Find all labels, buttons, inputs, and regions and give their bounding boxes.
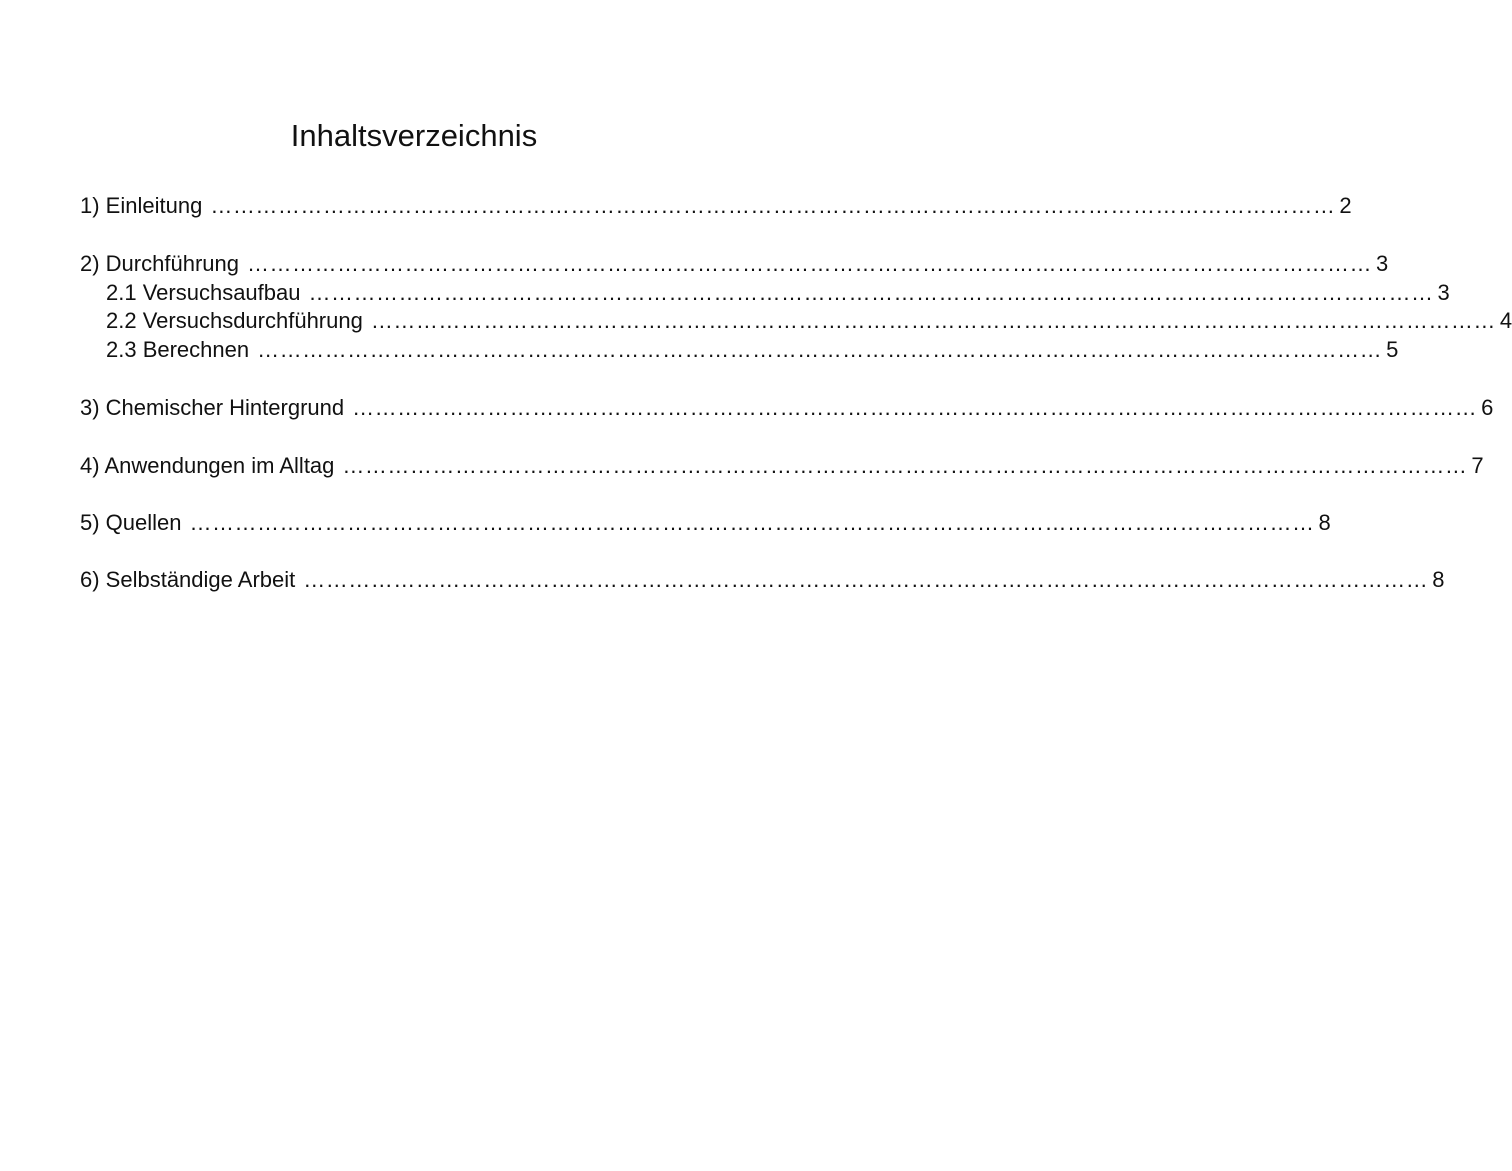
- toc-entry-einleitung: [80, 192, 1352, 220]
- dot-leader: ……………………………………………………………………………………………………………………………………: [210, 193, 1336, 218]
- dot-leader: ……………………………………………………………………………………………………………………………………: [303, 567, 1429, 592]
- toc-entry-versuchsaufbau: [106, 279, 1450, 307]
- dot-leader: ……………………………………………………………………………………………………………………………………: [370, 308, 1496, 333]
- toc-entry-label: 3) Chemischer Hintergrund: [80, 395, 345, 420]
- dot-leader: ……………………………………………………………………………………………………………………………………: [308, 280, 1434, 305]
- toc-page-number: 2: [1339, 193, 1352, 218]
- toc-entry-label: 4) Anwendungen im Alltag: [80, 453, 335, 478]
- toc-entry-quellen: [80, 509, 1331, 537]
- toc-entry-anwendungen: [80, 452, 1484, 480]
- toc-page-number: 8: [1432, 567, 1445, 592]
- toc-page-number: 3: [1437, 280, 1450, 305]
- toc-entry-label: 5) Quellen: [80, 510, 182, 535]
- toc-entry-chemischer-hintergrund: [80, 394, 1494, 422]
- toc-entry-versuchsdurchfuehrung: [106, 307, 1512, 335]
- toc-entry-durchfuehrung: [80, 250, 1389, 278]
- toc-entry-berechnen: [106, 336, 1399, 364]
- dot-leader: ……………………………………………………………………………………………………………………………………: [257, 337, 1383, 362]
- toc-page-number: 5: [1386, 337, 1399, 362]
- toc-entry-label: 2.1 Versuchsaufbau: [106, 280, 301, 305]
- dot-leader: ……………………………………………………………………………………………………………………………………: [189, 510, 1315, 535]
- dot-leader: ……………………………………………………………………………………………………………………………………: [352, 395, 1478, 420]
- toc-page-number: 8: [1318, 510, 1331, 535]
- toc-entry-selbstaendige-arbeit: [80, 566, 1445, 594]
- toc-page-number: 3: [1375, 251, 1389, 276]
- toc-page-number: 4: [1499, 308, 1512, 333]
- toc-entry-label: 2.2 Versuchsdurchführung: [106, 308, 363, 333]
- toc-page-number: 6: [1481, 395, 1494, 420]
- dot-leader: ……………………………………………………………………………………………………………………………………: [246, 251, 1372, 276]
- toc-entry-label: 6) Selbständige Arbeit: [80, 567, 296, 592]
- toc-page-number: 7: [1471, 453, 1484, 478]
- toc-entry-label: 1) Einleitung: [80, 193, 203, 218]
- toc-entry-label: 2.3 Berechnen: [106, 337, 250, 362]
- dot-leader: ……………………………………………………………………………………………………………………………………: [342, 453, 1468, 478]
- toc-entry-label: 2) Durchführung: [80, 251, 239, 276]
- page-title: Inhaltsverzeichnis: [290, 118, 538, 153]
